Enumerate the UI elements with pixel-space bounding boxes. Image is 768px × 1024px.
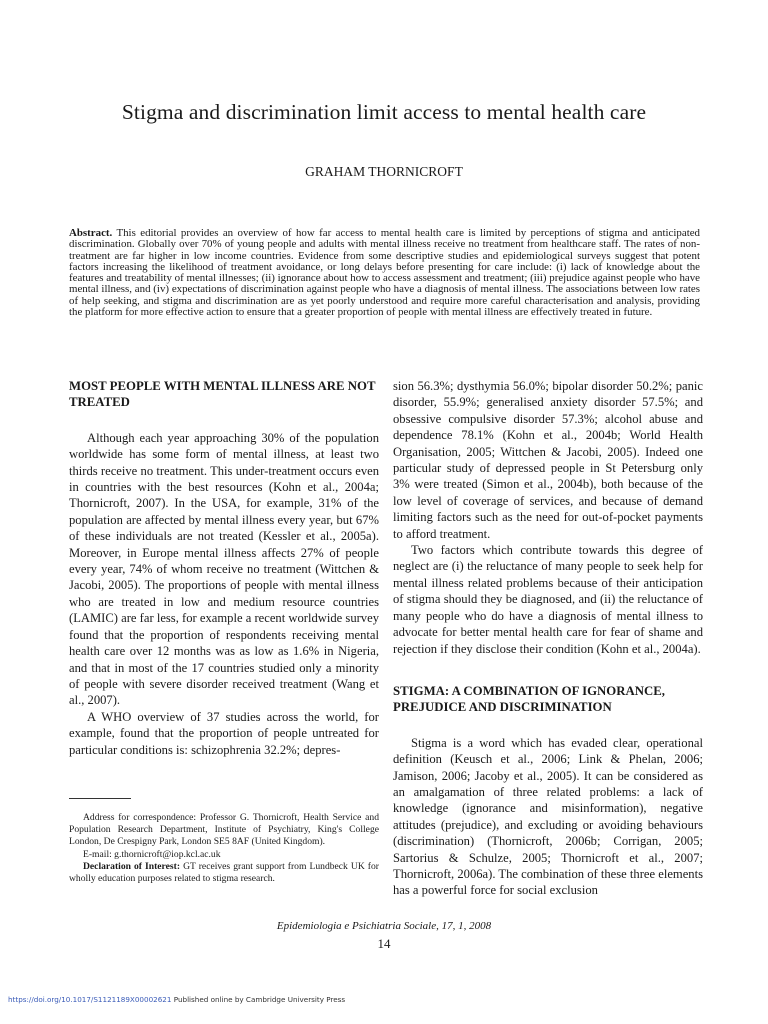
journal-citation: Epidemiologia e Psichiatria Sociale, 17, 1, 2008 — [276, 920, 492, 932]
page-number: 14 — [377, 936, 391, 951]
left-column — [69, 378, 379, 758]
footnote-divider — [69, 798, 131, 799]
section-heading-not-treated: MOST PEOPLE WITH MENTAL ILLNESS ARE NOT TREATED — [69, 379, 376, 410]
abstract — [69, 228, 700, 318]
paragraph: Although each year approaching 30% of the population worldwide has some form of mental illness, at least two thirds receive no treatment. This under-treatment occurs even in countries with the best resources (Kohn et al., 2004a; Thornicroft, 2007). In the USA, for example, 31% of the population are affected by mental illness every year, but 67% of these individuals are not treated (Kessler et al., 2005a). Moreover, in Europe mental illness affects 27% of people every year, 74% of whom receive no treatment (Wittchen & Jacobi, 2005). The proportions of people with mental illness who are treated in low and medium resource countries (LAMIC) are far less, for example a recent worldwide survey found that the proportion of respondents receiving mental health care over 12 months was as low as 1.6% in Nigeria, and that in most of the 17 countries studied only a minority of people with severe disorder received treatment (Wang et al., 2007). — [69, 430, 379, 708]
correspondence-email: E-mail: g.thornicroft@iop.kcl.ac.uk — [83, 848, 221, 860]
right-column — [393, 378, 703, 899]
declaration-text: GT receives grant support from Lundbeck UK for wholly education purposes related to stigma research. — [69, 860, 379, 885]
correspondence-address: Address for correspondence: Professor G. Thornicroft, Health Service and Population Research Department, Institute of Psychiatry, King's College London, De Crespigny Park, London SE5 8AF (United Kingdom). — [69, 812, 379, 848]
paragraph: A WHO overview of 37 studies across the world, for example, found that the proportion of people untreated for particular conditions is: schizophrenia 32.2%; depres- — [69, 709, 379, 757]
section-heading-stigma: STIGMA: A COMBINATION OF IGNORANCE, PREJUDICE AND DISCRIMINATION — [393, 683, 665, 715]
paragraph: sion 56.3%; dysthymia 56.0%; bipolar disorder 50.2%; panic disorder, 55.9%; generalised anxiety disorder 57.5%; and obsessive compulsive disorder 57.3%; alcohol abuse and dependence 78.1% (Kohn et al., 2004b; World Health Organisation, 2005; Wittchen & Jacobi, 2005). Indeed one particular study of depressed people in St Petersburg only 3% were treated (Simon et al., 2004b), both because of the low level of coverage of services, and because of demand limiting factors such as the need for out-of-pocket payments to afford treatment. — [393, 379, 703, 541]
doi-link[interactable]: https://doi.org/10.1017/S1121189X00002621 — [8, 995, 172, 1004]
doi-footer — [8, 995, 345, 1004]
article-title: Stigma and discrimination limit access to mental health care — [121, 100, 647, 124]
declaration-of-interest — [69, 861, 379, 885]
abstract-text: This editorial provides an overview of how far access to mental health care is limited by perceptions of stigma and anticipated discrimination. Globally over 70% of young people and adults with mental illness receive no treatment from healthcare staff. The rates of non-treatment are far higher in low income countries. Evidence from some descriptive studies and epidemiological surveys suggest that potent factors increasing the likelihood of treatment avoidance, or long delays before presenting for care include: (i) lack of knowledge about the features and treatability of mental illnesses; (ii) ignorance about how to access assessment and treatment; (iii) prejudice against people who have mental illness, and (iv) expectations of discrimination against people who have a diagnosis of mental illness. The associations between low rates of help seeking, and stigma and discrimination are as yet poorly understood and require more careful characterisation and analysis, providing the platform for more effective action to ensure that a greater proportion of people with mental illness are effectively treated in future. — [69, 227, 700, 319]
doi-publisher-text: Published online by Cambridge University Press — [171, 995, 346, 1004]
author-name: GRAHAM THORNICROFT — [305, 164, 463, 179]
paragraph: Two factors which contribute towards this degree of neglect are (i) the reluctance of many people to seek help for mental illness related problems because of their anticipation of stigma should they be diagnosed, and (ii) the reluctance of many people who do have a diagnosis of mental illness to advocate for better mental health care for fear of shame and rejection if they disclose their condition (Kohn et al., 2004a). — [393, 543, 703, 656]
abstract-label: Abstract. — [69, 227, 113, 239]
paragraph: Stigma is a word which has evaded clear, operational definition (Keusch et al., 2006; Link & Phelan, 2006; Jamison, 2006; Jacoby et al., 2005). It can be considered as an amalgamation of three related problems: a lack of knowledge (ignorance and misinformation), negative attitudes (prejudice), and excluding or avoiding behaviours (discrimination) (Thornicroft, 2006b; Corrigan, 2005; Sartorius & Schulze, 2005; Thornicroft et al., 2007; Thornicroft, 2006a). The combination of these three elements has a powerful force for social exclusion — [393, 735, 703, 898]
declaration-label: Declaration of Interest: — [83, 860, 181, 872]
footnotes — [69, 812, 379, 885]
